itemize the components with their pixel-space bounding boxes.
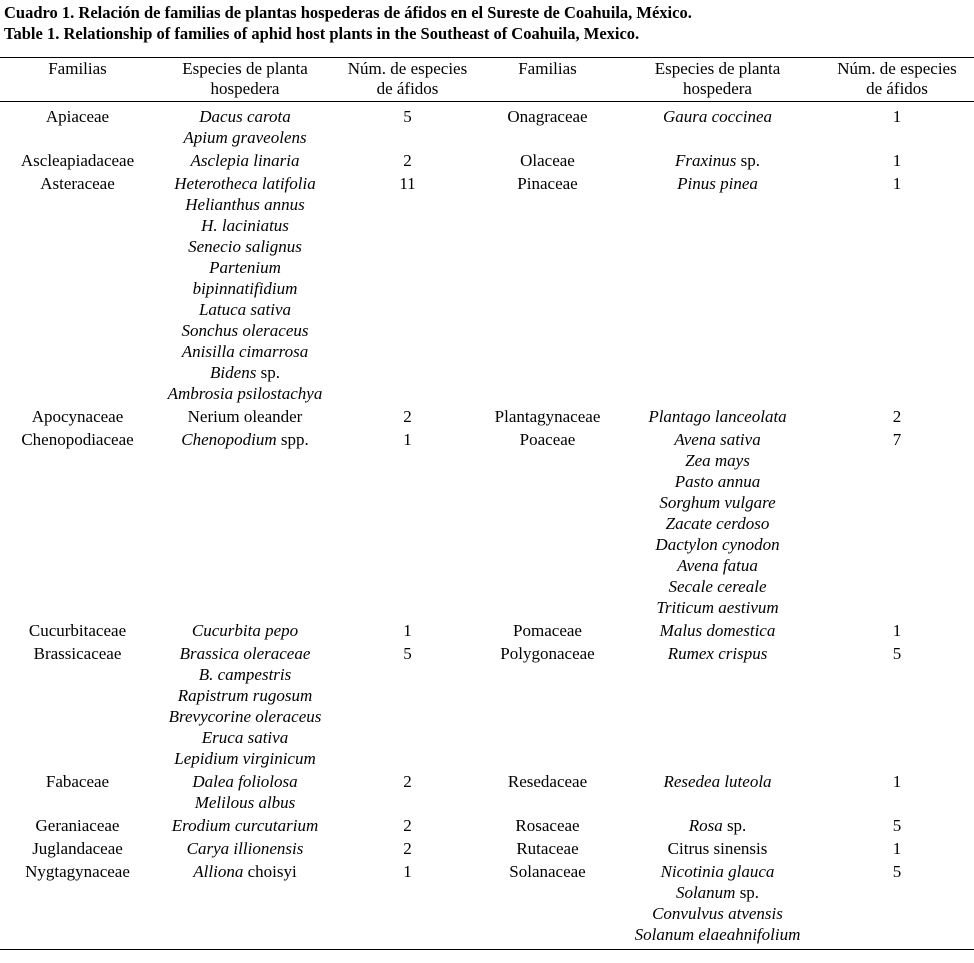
- species-italic: Carya illionensis: [186, 839, 304, 858]
- species-cell: [155, 427, 335, 618]
- host-plant-table-container: [0, 57, 974, 950]
- table-row: [0, 404, 974, 427]
- species-italic: Alliona: [193, 862, 244, 881]
- species-italic: Rosa: [688, 816, 723, 835]
- family-cell: Nygtagynaceae: [0, 859, 155, 950]
- aphid-count-cell: 2: [403, 772, 412, 791]
- header-species-right: [615, 58, 820, 102]
- species-italic: Solanum elaeahnifolium: [634, 925, 801, 944]
- species-cell: [615, 427, 820, 618]
- family-cell: Plantagynaceae: [494, 407, 601, 426]
- family-cell: Rutaceae: [516, 839, 579, 858]
- family-cell: Juglandaceae: [32, 839, 123, 858]
- table-row: [0, 813, 974, 836]
- species-italic: Senecio salignus: [188, 237, 302, 256]
- species-italic: Avena sativa: [674, 430, 761, 449]
- species-italic: Dalea foliolosa: [192, 772, 298, 791]
- species-cell: [155, 618, 335, 641]
- species-cell: [615, 148, 820, 171]
- species-name: [615, 924, 820, 945]
- species-italic: Pasto annua: [674, 472, 761, 491]
- species-name: [155, 173, 335, 194]
- species-roman: sp.: [735, 883, 760, 902]
- species-italic: bipinnatifidium: [192, 279, 298, 298]
- header-line: hospedera: [683, 79, 752, 98]
- family-cell: Solanaceae: [480, 859, 615, 950]
- aphid-count-cell: 11: [399, 174, 416, 193]
- aphid-count-cell: 1: [892, 107, 902, 126]
- species-name: [155, 257, 335, 278]
- species-name: [615, 815, 820, 836]
- aphid-count-cell: 1: [403, 621, 412, 640]
- species-name: [615, 861, 820, 882]
- species-name: [615, 429, 820, 450]
- species-name: [155, 406, 335, 427]
- species-name: [615, 492, 820, 513]
- aphid-count-cell: 2: [403, 151, 412, 170]
- species-cell: [155, 859, 335, 950]
- species-name: [155, 341, 335, 362]
- header-family-right: Familias: [480, 58, 615, 102]
- aphid-count-cell: 2: [403, 816, 412, 835]
- species-name: [615, 534, 820, 555]
- species-italic: Apium graveolens: [183, 128, 307, 147]
- family-cell: Ascleapiadaceae: [20, 151, 135, 170]
- caption-english: Table 1. Relationship of families of aphid host plants in the Southeast of Coahuila, Mexico.: [4, 24, 640, 43]
- species-name: [615, 903, 820, 924]
- family-cell: Poaceae: [519, 430, 576, 449]
- species-cell: [615, 813, 820, 836]
- species-roman: Nerium oleander: [187, 407, 303, 426]
- species-name: [155, 362, 335, 383]
- species-name: [155, 299, 335, 320]
- species-italic: Sorghum vulgare: [659, 493, 776, 512]
- species-name: [615, 620, 820, 641]
- table-row: [0, 618, 974, 641]
- species-name: [155, 620, 335, 641]
- species-italic: Gaura coccinea: [662, 107, 773, 126]
- table-row: [0, 769, 974, 813]
- species-name: [615, 450, 820, 471]
- species-italic: H. laciniatus: [201, 216, 289, 235]
- species-name: [155, 106, 335, 127]
- species-cell: [615, 769, 820, 813]
- species-name: [155, 236, 335, 257]
- header-count-left: [335, 58, 480, 102]
- species-cell: [615, 404, 820, 427]
- family-cell: Onagraceae: [507, 107, 588, 126]
- table-row: [0, 102, 974, 149]
- species-italic: Nicotinia glauca: [660, 862, 775, 881]
- species-name: [155, 320, 335, 341]
- species-name: [155, 838, 335, 859]
- species-italic: Pinus pinea: [677, 174, 758, 193]
- species-name: [615, 576, 820, 597]
- species-name: [155, 861, 335, 882]
- species-italic: Cucurbita pepo: [191, 621, 299, 640]
- species-name: [155, 383, 335, 404]
- species-italic: Helianthus annus: [185, 195, 305, 214]
- species-italic: Heterotheca latifolia: [174, 174, 316, 193]
- family-cell: Brassicaceae: [33, 644, 122, 663]
- species-name: [155, 771, 335, 792]
- species-italic: Convulvus atvensis: [652, 904, 783, 923]
- species-roman: sp.: [256, 363, 280, 382]
- species-name: [615, 173, 820, 194]
- species-italic: Fraxinus: [674, 151, 737, 170]
- species-italic: Zea mays: [685, 451, 750, 470]
- family-cell: Fabaceae: [45, 772, 110, 791]
- species-name: [615, 106, 820, 127]
- species-name: [155, 685, 335, 706]
- family-cell: Apocynaceae: [31, 407, 124, 426]
- species-name: [155, 664, 335, 685]
- header-line: de áfidos: [866, 79, 928, 98]
- table-row: [0, 148, 974, 171]
- species-cell: [155, 148, 335, 171]
- species-name: [155, 215, 335, 236]
- header-species-left: [155, 58, 335, 102]
- species-italic: Malus domestica: [659, 621, 776, 640]
- species-name: [615, 882, 820, 903]
- species-name: [155, 278, 335, 299]
- species-name: [155, 429, 335, 450]
- species-name: [155, 150, 335, 171]
- species-cell: [155, 171, 335, 404]
- family-cell: Pinaceae: [517, 174, 578, 193]
- species-name: [155, 792, 335, 813]
- header-line: hospedera: [210, 79, 280, 98]
- header-row: [0, 58, 974, 102]
- species-cell: [155, 102, 335, 149]
- species-name: [155, 815, 335, 836]
- species-italic: Partenium: [209, 258, 281, 277]
- aphid-count-cell: 5: [403, 107, 412, 126]
- family-cell: Polygonaceae: [500, 644, 595, 663]
- table-caption: [4, 2, 692, 44]
- table-row: [0, 171, 974, 404]
- species-name: [155, 748, 335, 769]
- species-cell: [155, 769, 335, 813]
- species-cell: [615, 641, 820, 769]
- species-name: [615, 150, 820, 171]
- species-cell: [615, 859, 820, 950]
- species-italic: Solanum: [675, 883, 736, 902]
- species-cell: [615, 836, 820, 859]
- species-cell: [155, 813, 335, 836]
- species-name: [615, 406, 820, 427]
- species-cell: [155, 836, 335, 859]
- aphid-count-cell: 1: [892, 839, 902, 858]
- header-family-left: Familias: [0, 58, 155, 102]
- species-italic: Triticum aestivum: [656, 598, 779, 617]
- host-plant-table: [0, 57, 974, 950]
- species-italic: Latuca sativa: [198, 300, 292, 319]
- aphid-count-cell: 5: [892, 644, 902, 663]
- species-italic: Chenopodium: [181, 430, 277, 449]
- species-roman: spp.: [276, 430, 309, 449]
- species-italic: Melilous albus: [194, 793, 296, 812]
- species-name: [615, 838, 820, 859]
- species-italic: Brassica oleraceae: [179, 644, 311, 663]
- species-italic: Lepidium virginicum: [174, 749, 316, 768]
- family-cell: Pomaceae: [513, 621, 582, 640]
- aphid-count-cell: 2: [403, 407, 412, 426]
- header-count-right: [820, 58, 974, 102]
- species-italic: Bidens: [210, 363, 257, 382]
- species-italic: Rapistrum rugosum: [177, 686, 313, 705]
- species-name: [615, 513, 820, 534]
- species-name: [615, 471, 820, 492]
- header-line: Especies de planta: [182, 59, 308, 78]
- aphid-count-cell: 5: [892, 816, 902, 835]
- aphid-count-cell: 2: [403, 839, 412, 858]
- species-italic: Resedea luteola: [663, 772, 772, 791]
- species-cell: [615, 618, 820, 641]
- species-cell: [615, 171, 820, 404]
- family-cell: Cucurbitaceae: [28, 621, 127, 640]
- species-cell: [155, 404, 335, 427]
- species-italic: Rumex crispus: [667, 644, 768, 663]
- species-italic: Sonchus oleraceus: [181, 321, 309, 340]
- species-cell: [155, 641, 335, 769]
- species-italic: Eruca sativa: [201, 728, 289, 747]
- table-row: [0, 836, 974, 859]
- species-roman: sp.: [736, 151, 760, 170]
- species-italic: Dacus carota: [199, 107, 291, 126]
- species-name: [155, 194, 335, 215]
- aphid-count-cell: 7: [892, 430, 902, 449]
- species-italic: Erodium curcutarium: [171, 816, 319, 835]
- aphid-count-cell: 2: [892, 407, 902, 426]
- species-italic: Avena fatua: [677, 556, 758, 575]
- species-italic: Asclepia linaria: [190, 151, 300, 170]
- species-name: [155, 127, 335, 148]
- species-roman: Citrus sinensis: [667, 839, 768, 858]
- table-row: [0, 859, 974, 950]
- header-line: Núm. de especies: [347, 59, 468, 78]
- species-name: [155, 706, 335, 727]
- species-italic: Dactylon cynodon: [655, 535, 780, 554]
- species-name: [615, 597, 820, 618]
- species-name: [615, 555, 820, 576]
- species-italic: Plantago lanceolata: [648, 407, 787, 426]
- species-italic: Anisilla cimarrosa: [181, 342, 309, 361]
- header-line: Núm. de especies: [837, 59, 957, 78]
- family-cell: Geraniaceae: [35, 816, 120, 835]
- aphid-count-cell: 1: [892, 174, 902, 193]
- table-row: [0, 427, 974, 618]
- aphid-count-cell: 1: [403, 430, 412, 449]
- table-body: [0, 102, 974, 950]
- species-italic: Secale cereale: [668, 577, 767, 596]
- species-italic: Brevycorine oleraceus: [168, 707, 322, 726]
- header-line: Especies de planta: [654, 59, 781, 78]
- species-name: [155, 727, 335, 748]
- species-italic: Ambrosia psilostachya: [167, 384, 323, 403]
- species-name: [155, 643, 335, 664]
- caption-spanish: Cuadro 1. Relación de familias de plantas hospederas de áfidos en el Sureste de Coahuila, México.: [4, 3, 692, 22]
- aphid-count-cell: 5: [820, 859, 974, 950]
- species-roman: choisyi: [243, 862, 297, 881]
- family-cell: Apiaceae: [45, 107, 110, 126]
- aphid-count-cell: 1: [892, 151, 902, 170]
- family-cell: Resedaceae: [507, 772, 588, 791]
- aphid-count-cell: 1: [335, 859, 480, 950]
- aphid-count-cell: 1: [892, 772, 902, 791]
- header-line: de áfidos: [376, 79, 439, 98]
- table-row: [0, 641, 974, 769]
- family-cell: Olaceae: [520, 151, 575, 170]
- family-cell: Rosaceae: [515, 816, 580, 835]
- aphid-count-cell: 5: [403, 644, 412, 663]
- species-name: [615, 771, 820, 792]
- species-roman: sp.: [722, 816, 747, 835]
- species-italic: B. campestris: [198, 665, 292, 684]
- family-cell: Chenopodiaceae: [21, 430, 134, 449]
- species-italic: Zacate cerdoso: [665, 514, 770, 533]
- family-cell: Asteraceae: [40, 174, 115, 193]
- aphid-count-cell: 1: [892, 621, 902, 640]
- species-cell: [615, 102, 820, 149]
- species-name: [615, 643, 820, 664]
